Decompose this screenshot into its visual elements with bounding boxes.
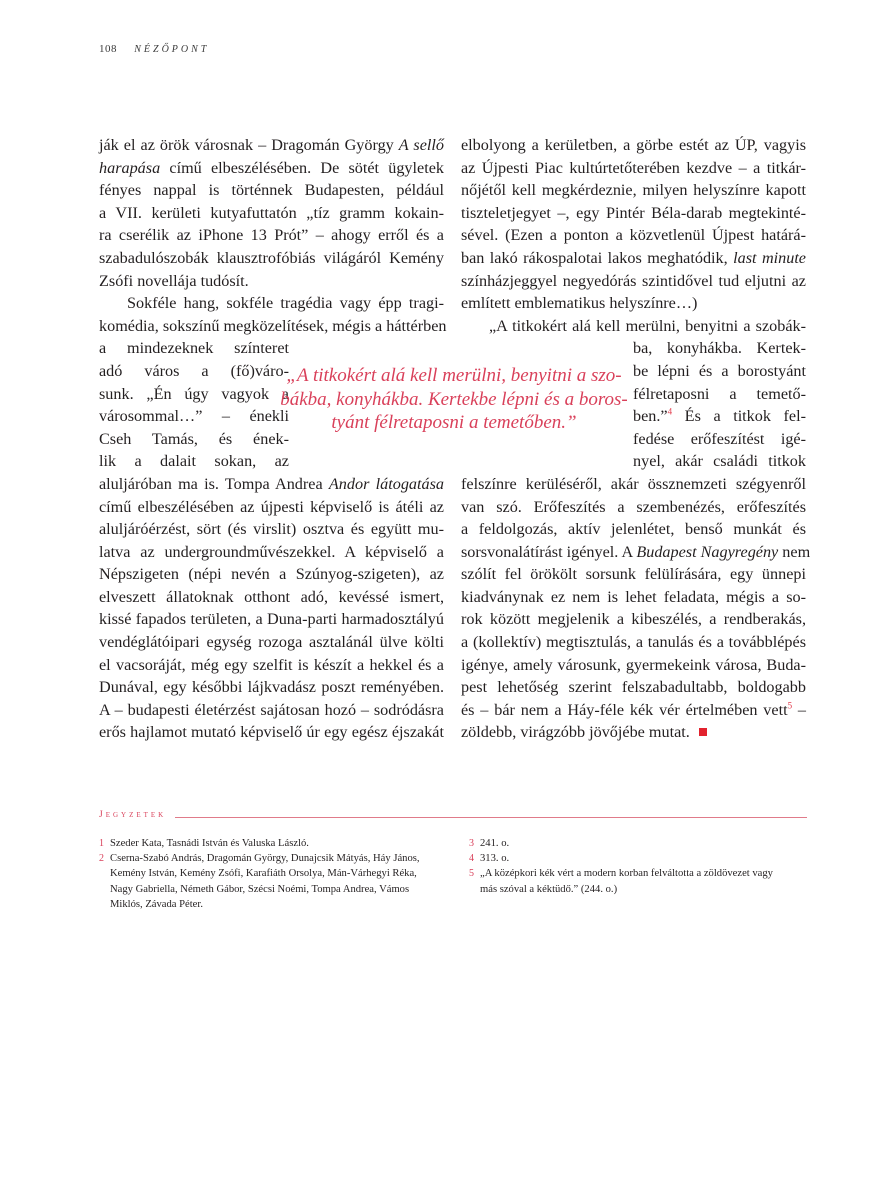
text-line: kissé fapados területen, a Duna-parti harmadosztályú — [99, 610, 444, 629]
footnote-text: 241. o. — [480, 838, 510, 849]
text-line: tiszteletjegyet –, egy Pintér Béla-darab megtekinté- — [461, 203, 806, 222]
footnote-text: Cserna-Szabó András, Dragomán György, Dunajcsik Mátyás, Háy János, — [110, 853, 420, 865]
pull-quote-line: „A titkokért alá kell merülni, benyitni a szo- — [286, 365, 622, 386]
footnote-text: Szeder Kata, Tasnádi István és Valuska László. — [110, 838, 309, 849]
text-line: sorsvonalátírást igényel. A Budapest Nagyregény nem — [461, 542, 811, 561]
footnote-number: 2 — [99, 853, 104, 865]
text-line: komédia, sokszínű megközelítések, mégis a háttérben — [99, 316, 447, 335]
footnote — [469, 866, 814, 896]
footnote-text: 313. o. — [480, 853, 510, 865]
text-line: aluljáróban ma is. Tompa Andrea Andor látogatása — [99, 474, 444, 493]
text-line: fedése erőfeszítést igé- — [633, 429, 806, 448]
notes-header — [99, 810, 807, 824]
text-line: latva az undergroundművészekkel. A képviselő a — [99, 542, 444, 561]
pull-quote-line: bákba, konyhákba. Kertekbe lépni és a boros- — [280, 388, 628, 410]
text-line: elbolyong a kerületben, a görbe estét az ÚP, vagyis — [461, 136, 806, 154]
text-line: nőjétől kell megkérdeznie, milyen helyszínre kapott — [461, 181, 806, 200]
text-line: ba, konyhákba. Kertek- — [633, 339, 806, 358]
text-line: Sokféle hang, sokféle tragédia vagy épp tragi- — [127, 294, 444, 313]
text-line: nyel, akár családi titkok — [633, 452, 806, 471]
text-line: sunk. „Én úgy vagyok a — [99, 384, 289, 403]
text-line: rok között megjelenik a kibeszélés, a rendberakás, — [461, 610, 806, 629]
footnotes-left — [99, 836, 444, 912]
text-line: színházjeggyel negyedórás szintidővel tud eljutni az — [461, 271, 806, 290]
text-line: el vacsoráját, még egy szelfit is készít a hekkel és a — [99, 655, 444, 674]
footnote-number: 3 — [469, 838, 474, 849]
text-line: Népszigeten (népi nevén a Szúnyog-szigeten), az — [99, 565, 444, 584]
text-line: A – budapesti életérzést sajátosan hozó – sodródásra — [99, 700, 444, 719]
footnote-text: más szóval a kéktüdő.” (244. o.) — [480, 883, 618, 895]
text-line: félretaposni a temető- — [633, 384, 806, 403]
running-head — [99, 43, 209, 55]
footnote-text: Nagy Gabriella, Németh Gábor, Szécsi Noémi, Tompa Andrea, Vámos — [110, 883, 410, 895]
text-line: szólít fel örökölt sorsunk felülírására, egy ünnepi — [461, 565, 806, 584]
text-line: harapása című elbeszélésében. De sötét ügyletek — [99, 158, 444, 177]
text-line: ben.”$^4$ És a titkok fel- — [633, 406, 806, 426]
footnote-text: Miklós, Závada Péter. — [110, 898, 203, 910]
text-line: a mindezeknek színteret — [99, 339, 289, 358]
text-line: pest lehetőség szerint felszabadultabb, boldogabb — [461, 678, 806, 697]
text-line: lik a dalait sokan, az — [99, 452, 289, 471]
text-line: említett emblematikus helyszínre…) — [461, 294, 698, 313]
text-line: szabadulószobák klausztrofóbiás világáról Kemény — [99, 248, 444, 267]
text-line: a (kollektív) megtisztulás, a tanulás és a továbblépés — [461, 633, 806, 652]
footnote-ref: 5 — [787, 700, 793, 711]
text-line: című elbeszélésében az újpesti képviselő is átéli az — [99, 497, 444, 516]
text-line: erős hajlamot mutató képviselő úr egy egész éjszakát — [99, 723, 444, 742]
footnote — [469, 851, 814, 866]
text-line: ják el az örök városnak – Dragomán György A sellő — [99, 136, 444, 154]
footnote-number: 5 — [469, 868, 474, 880]
text-line: igénye, amely városunk, gyermekeink városa, Buda- — [461, 655, 806, 674]
footnote — [99, 851, 444, 912]
text-line: van szó. Erőfeszítés a szembenézés, erőfeszítés — [461, 497, 806, 516]
text-line: felszínre kerüléséről, akár össznemzeti szégyenről — [461, 474, 806, 493]
text-line: a feldolgozás, aktív jelenlétet, benső munkát és — [461, 520, 806, 539]
body-column-left — [99, 134, 447, 744]
text-line: a VII. kerületi kutyafuttatón „tíz gramm kokain- — [99, 203, 444, 222]
end-mark-icon — [699, 728, 707, 736]
text-line: adó város a (fő)váro- — [99, 361, 289, 380]
text-line: kiadványnak ez nem is lehet feladata, mégis a so- — [461, 587, 806, 606]
footnote — [469, 836, 814, 851]
page-number: 108 — [99, 43, 117, 55]
text-line: be lépni és a borostyánt — [633, 361, 806, 380]
footnote-number: 1 — [99, 838, 104, 849]
footnote-text: Kemény István, Kemény Zsófi, Karafiáth Orsolya, Mán-Várhegyi Réka, — [110, 868, 417, 880]
text-line: ban lakó rákospalotai lakos meghatódik, last minute — [461, 248, 806, 267]
text-line: Cseh Tamás, és ének- — [99, 429, 289, 448]
text-line: aluljáróérzést, sört (és virslit) osztva és együtt mu- — [99, 520, 444, 539]
text-line: az Újpesti Piac kultúrtetőterében kezdve – a titkár- — [461, 158, 806, 177]
text-line: elveszett állatoknak otthont adó, kevéssé ismert, — [99, 587, 444, 606]
text-line: Dunával, egy későbbi lájkvadász poszt reményében. — [99, 678, 444, 697]
pull-quote — [278, 364, 630, 435]
body-column-right — [461, 134, 811, 744]
text-line: „A titkokért alá kell merülni, benyitni a szobák- — [489, 316, 806, 335]
notes-title: Jegyzetek — [99, 810, 172, 820]
section-title: NÉZŐPONT — [134, 44, 210, 55]
footnote-number: 4 — [469, 853, 474, 865]
text-line: városommal…” – énekli — [99, 407, 289, 426]
text-line: sével. (Ezen a ponton a közvetlenül Újpest határá- — [461, 226, 806, 245]
text-line: vendéglátóipari egység rozoga asztalánál ülve költi — [99, 633, 444, 652]
text-line: és – bár nem a Háy-féle kék vér értelmében vett$^5$ – — [461, 700, 806, 719]
text-line: zöldebb, virágzóbb jövőjébe mutat. — [461, 721, 806, 744]
footnote — [99, 836, 444, 851]
text-line: Zsófi novellája tudósít. — [99, 271, 249, 290]
notes-divider — [175, 817, 807, 818]
text-line: fényes nappal is történnek Budapesten, például — [99, 181, 444, 200]
text-line: ra cserélik az iPhone 13 Prót” – ahogy erről és a — [99, 226, 444, 245]
pull-quote-line: tyánt félretaposni a temetőben.” — [331, 412, 577, 433]
footnote-text: „A középkori kék vért a modern korban felváltotta a zöldövezet vagy — [480, 868, 773, 880]
footnotes-right — [469, 836, 814, 897]
footnote-ref: 4 — [667, 406, 673, 417]
